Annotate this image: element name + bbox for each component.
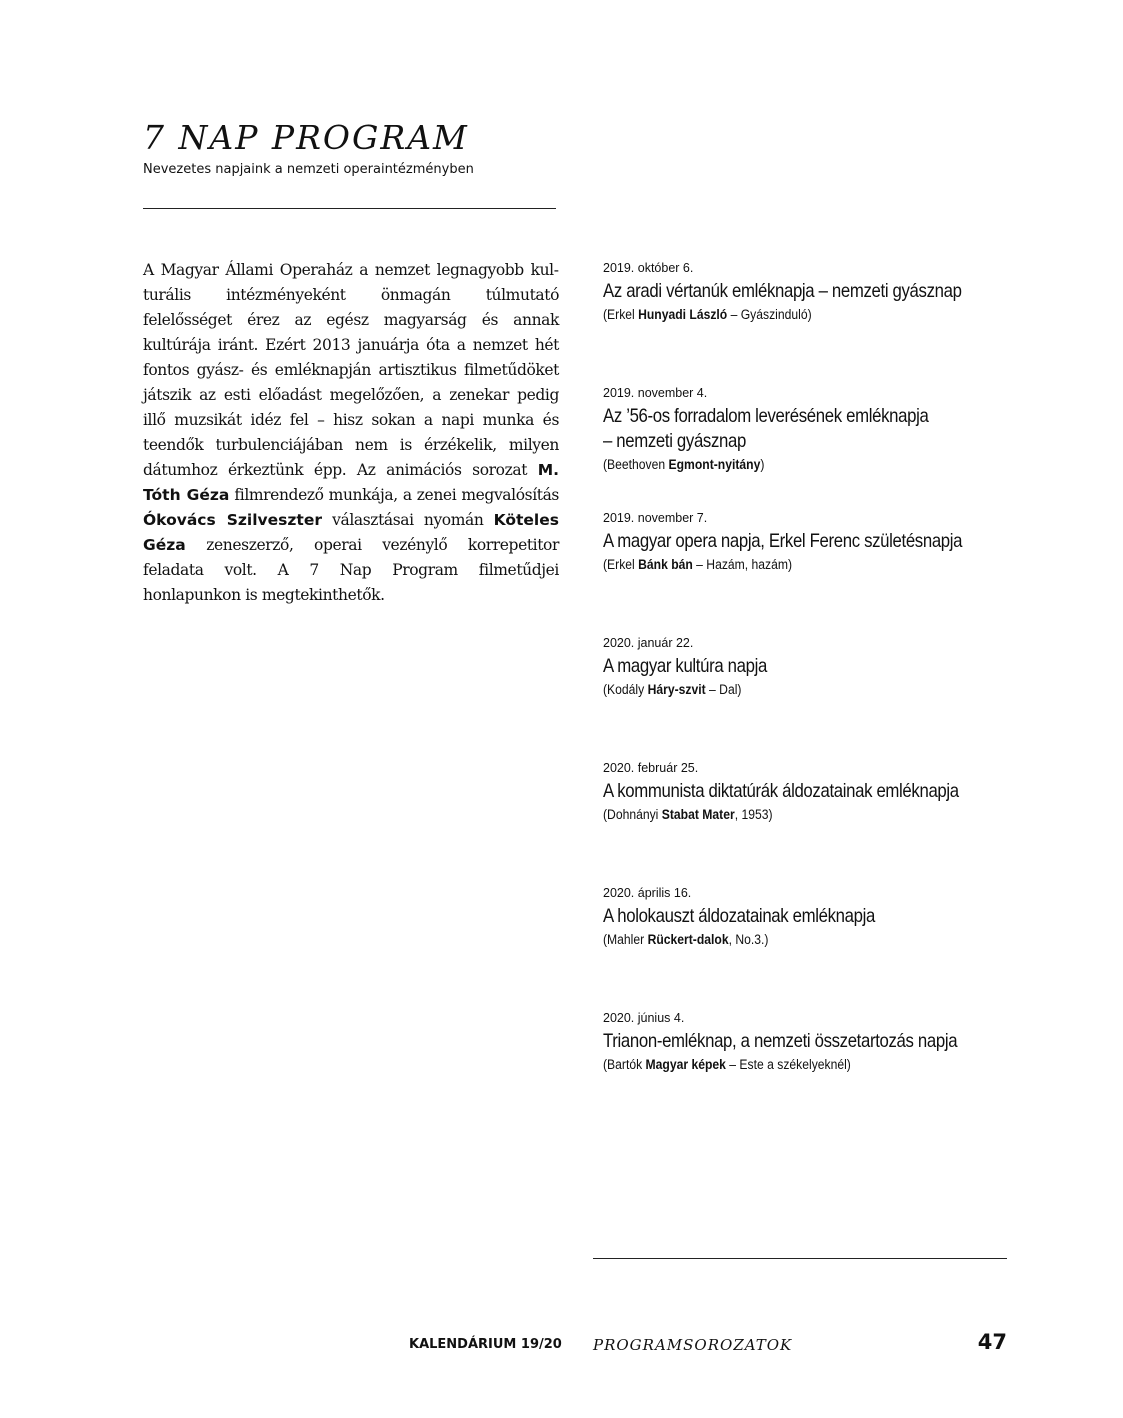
music-detail: – Hazám, hazám) bbox=[692, 557, 793, 572]
event-title-line: Trianon-emléknap, a nemzeti összetartozás napja bbox=[603, 1030, 958, 1052]
event-item bbox=[603, 1009, 1013, 1075]
footer-section-name: PROGRAMSOROZATOK bbox=[593, 1336, 793, 1354]
event-title bbox=[603, 279, 1007, 304]
music-composer: (Dohnányi bbox=[603, 807, 662, 822]
event-title bbox=[603, 904, 1007, 929]
event-item bbox=[603, 634, 1013, 700]
music-work: Rückert-dalok bbox=[647, 932, 729, 947]
music-composer: (Kodály bbox=[603, 682, 648, 697]
event-music bbox=[603, 1055, 972, 1075]
event-title bbox=[603, 1029, 1007, 1054]
event-title bbox=[603, 779, 1007, 804]
event-date: 2020. február 25. bbox=[603, 761, 699, 775]
event-title bbox=[603, 404, 1007, 454]
intro-text: választásai nyomán bbox=[321, 511, 494, 529]
event-title bbox=[603, 529, 1007, 554]
event-music bbox=[603, 930, 972, 950]
footer-magazine-title: KALENDÁRIUM 19/20 bbox=[409, 1337, 562, 1352]
intro-text: A Magyar Állami Operaház a nemzet legnagyobb kulturális intézményeként önmagán túlmutató felelősséget érez az egész magyarság és annak kultúrája iránt. Ezért 2013 januárja óta a nemzet hét fontos gyász- és emléknapján artisztikus filmetűdöket játszik az esti előadást megelőzően, a zenekar pedig illő muzsikát idéz fel – hisz sokan a napi munka és teendők turbulenciájában nem is érzékelik, milyen dátumhoz érkeztünk épp. Az animációs sorozat bbox=[143, 261, 559, 479]
event-item bbox=[603, 259, 1013, 325]
event-date: 2020. január 22. bbox=[603, 636, 694, 650]
event-date: 2020. április 16. bbox=[603, 886, 692, 900]
music-work: Háry-szvit bbox=[647, 682, 706, 697]
music-work: Bánk bán bbox=[638, 557, 693, 572]
event-title-line: A magyar opera napja, Erkel Ferenc születésnapja bbox=[603, 530, 963, 552]
music-detail: – Este a székelyeknél) bbox=[725, 1057, 851, 1072]
page-title: 7 NAP PROGRAM bbox=[143, 118, 469, 157]
event-date: 2019. november 7. bbox=[603, 511, 708, 525]
page-number: 47 bbox=[977, 1330, 1007, 1354]
music-composer: (Bartók bbox=[603, 1057, 646, 1072]
event-title-line: Az aradi vértanúk emléknapja – nemzeti gyásznap bbox=[603, 280, 962, 302]
music-composer: (Mahler bbox=[603, 932, 648, 947]
intro-text: filmrendező munkája, a zenei megvalósítás bbox=[229, 486, 559, 504]
event-item bbox=[603, 384, 1013, 475]
music-work: Egmont-nyitány bbox=[668, 457, 761, 472]
event-date: 2020. június 4. bbox=[603, 1011, 685, 1025]
event-item bbox=[603, 759, 1013, 825]
music-composer: (Erkel bbox=[603, 557, 639, 572]
intro-highlighted-name: M. Tóth Géza bbox=[143, 461, 559, 504]
event-music bbox=[603, 455, 972, 475]
event-music bbox=[603, 805, 972, 825]
event-music bbox=[603, 680, 972, 700]
event-music bbox=[603, 555, 972, 575]
event-title-line: A kommunista diktatúrák áldozatainak emléknapja bbox=[603, 780, 959, 802]
music-detail: , No.3.) bbox=[728, 932, 769, 947]
music-work: Hunyadi László bbox=[638, 307, 728, 322]
music-composer: (Erkel bbox=[603, 307, 639, 322]
event-date: 2019. október 6. bbox=[603, 261, 694, 275]
music-detail: – Dal) bbox=[705, 682, 742, 697]
music-detail: , 1953) bbox=[734, 807, 773, 822]
event-title bbox=[603, 654, 1007, 679]
intro-paragraph bbox=[143, 258, 559, 608]
intro-text: zeneszerző, operai vezénylő korrepetitor feladata volt. A 7 Nap Program filmetűdjei honlapunkon is megtekinthetők. bbox=[143, 536, 559, 604]
event-title-line: A magyar kultúra napja bbox=[603, 655, 767, 677]
event-date: 2019. november 4. bbox=[603, 386, 708, 400]
intro-highlighted-name: Köteles Géza bbox=[143, 511, 559, 554]
music-work: Magyar képek bbox=[645, 1057, 726, 1072]
music-work: Stabat Mater bbox=[661, 807, 735, 822]
event-title-line: – nemzeti gyásznap bbox=[603, 430, 746, 452]
intro-highlighted-name: Ókovács Szilveszter bbox=[143, 511, 322, 529]
music-detail: – Gyászinduló) bbox=[727, 307, 812, 322]
top-divider bbox=[143, 208, 556, 209]
music-composer: (Beethoven bbox=[603, 457, 669, 472]
event-item bbox=[603, 509, 1013, 575]
event-title-line: A holokauszt áldozatainak emléknapja bbox=[603, 905, 875, 927]
page-subtitle: Nevezetes napjaink a nemzeti operaintézményben bbox=[143, 162, 474, 177]
music-detail: ) bbox=[760, 457, 765, 472]
event-item bbox=[603, 884, 1013, 950]
bottom-divider bbox=[593, 1258, 1007, 1259]
event-title-line: Az ’56-os forradalom leverésének emléknapja bbox=[603, 405, 929, 427]
event-music bbox=[603, 305, 972, 325]
